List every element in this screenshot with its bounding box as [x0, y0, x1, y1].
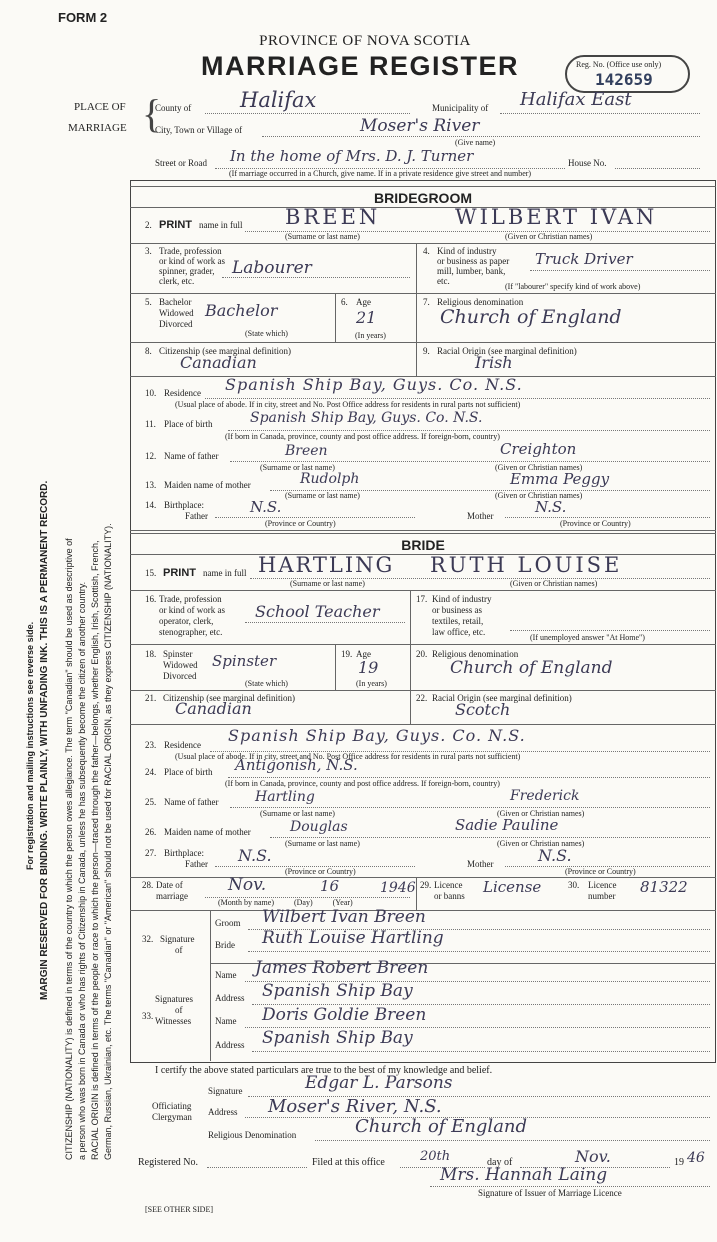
place-label-1: PLACE OF	[74, 101, 126, 113]
witness-1-address: Spanish Ship Bay	[262, 981, 413, 1001]
officiating-clergyman-label: Clergyman	[152, 1112, 192, 1122]
street-value: In the home of Mrs. D. J. Turner	[230, 147, 474, 165]
clergy-religion-label: Religious Denomination	[208, 1130, 297, 1140]
groom-marital-status: Bachelor	[205, 301, 278, 320]
print-label: PRINT	[159, 219, 192, 231]
trade-label: clerk, etc.	[159, 276, 195, 286]
given-note: (Given or Christian names)	[495, 463, 583, 472]
item-number: 17.	[416, 594, 428, 604]
mother-label: Maiden name of mother	[164, 827, 251, 837]
city-value: Moser's River	[360, 116, 480, 136]
birthplace-label: Place of birth	[164, 419, 213, 429]
parents-birthplace-label: Birthplace:	[164, 500, 204, 510]
mother-birthplace-label: Mother	[467, 859, 494, 869]
registered-no-label: Registered No.	[138, 1157, 198, 1168]
trade-label: spinner, grader,	[159, 266, 215, 276]
street-note: (If marriage occurred in a Church, give name. If in a private residence give street and number)	[229, 169, 532, 178]
industry-label: or business as paper	[437, 256, 510, 266]
birthplace-note: (If born in Canada, province, county and post office address. If foreign-born, country)	[225, 779, 500, 788]
item-number: 5.	[145, 297, 152, 307]
margin-binding-notice: MARGIN RESERVED FOR BINDING. WRITE PLAINLY, WITH UNFADING INK. THIS IS A PERMANENT RECORD.	[39, 480, 50, 1000]
item-number: 25.	[145, 797, 157, 807]
birthplace-label: Place of birth	[164, 767, 213, 777]
clergy-address: Moser's River, N.S.	[268, 1096, 442, 1117]
bride-racial-origin: Scotch	[455, 700, 511, 719]
house-no-label: House No.	[568, 158, 607, 168]
residence-note: (Usual place of abode. If in city, street and No. Post Office address for residents in rural parts not sufficient)	[175, 400, 521, 409]
industry-note: (If unemployed answer "At Home")	[530, 633, 645, 642]
marital-status-label: Widowed	[159, 308, 194, 318]
item-number: 27.	[145, 848, 157, 858]
street-label: Street or Road	[155, 158, 207, 168]
item-number: 32.	[142, 934, 154, 944]
bride-age: 19	[358, 658, 379, 677]
witnesses-label: of	[175, 1005, 183, 1015]
racial-origin-label: Racial Origin (see marginal definition)	[432, 693, 572, 703]
item-number: 18.	[145, 649, 157, 659]
groom-residence: Spanish Ship Bay, Guys. Co. N.S.	[225, 375, 523, 394]
age-label: Age	[356, 649, 371, 659]
bride-father-given: Frederick	[510, 788, 580, 804]
province-note: (Province or Country)	[565, 867, 636, 876]
given-note: (Given or Christian names)	[497, 809, 585, 818]
filed-at-office-label: Filed at this office	[312, 1157, 385, 1168]
groom-father-given: Creighton	[500, 440, 577, 458]
municipality-value: Halifax East	[520, 89, 632, 110]
bride-citizenship: Canadian	[175, 699, 252, 718]
item-number: 24.	[145, 767, 157, 777]
clergy-address-label: Address	[208, 1107, 238, 1117]
place-brace: {	[142, 91, 162, 136]
witness-1-name: James Robert Breen	[255, 958, 429, 978]
item-number: 19.	[341, 649, 353, 659]
witness-name-label: Name	[215, 970, 237, 980]
day-of-label: day of	[487, 1157, 513, 1168]
marital-status-label: Bachelor	[159, 297, 192, 307]
item-number: 16.	[145, 594, 157, 604]
officiating-clergyman-label: Officiating	[152, 1101, 192, 1111]
page-title: MARRIAGE REGISTER	[200, 51, 520, 81]
surname-note: (Surname or last name)	[285, 232, 360, 241]
item-number: 11.	[145, 419, 156, 429]
in-years-note: (In years)	[356, 679, 387, 688]
given-note: (Given or Christian names)	[495, 491, 583, 500]
reg-no-value: 142659	[595, 70, 653, 89]
citizenship-label: Citizenship (see marginal definition)	[163, 693, 296, 703]
county-value: Halifax	[240, 88, 317, 112]
industry-label: Kind of industry	[437, 246, 497, 256]
religion-label: Religious denomination	[437, 297, 524, 307]
racial-origin-label: Racial Origin (see marginal definition)	[437, 346, 577, 356]
margin-definition-2: a person who was born in Canada or who has rights of Citizenship in Canada, unless he has subsequently become the citizen of another country.	[77, 581, 87, 1160]
item-number: 7.	[423, 297, 430, 307]
signature-of-label: Signature	[160, 934, 195, 944]
bride-residence: Spanish Ship Bay, Guys. Co. N.S.	[228, 726, 526, 745]
item-number: 6.	[341, 297, 348, 307]
state-which-note: (State which)	[245, 329, 288, 338]
marriage-month: Nov.	[228, 875, 267, 895]
trade-label: stenographer, etc.	[159, 627, 223, 637]
item-number: 20.	[416, 649, 428, 659]
bride-trade: School Teacher	[255, 602, 380, 621]
surname-note: (Surname or last name)	[260, 463, 335, 472]
birthplace-note: (If born in Canada, province, county and post office address. If foreign-born, country)	[225, 432, 500, 441]
city-note: (Give name)	[455, 138, 496, 147]
industry-note: (If "labourer" specify kind of work above)	[505, 282, 641, 291]
margin-definition-3: RACIAL ORIGIN is defined in terms of the people or race to which the person—traced through the father—belongs, whether English, Irish, Scottish, French,	[90, 540, 100, 1160]
clergy-religion: Church of England	[355, 1116, 528, 1137]
bride-mother-given: Sadie Pauline	[455, 816, 559, 834]
witness-name-label: Name	[215, 1016, 237, 1026]
city-label: City, Town or Village of	[155, 125, 243, 135]
item-number: 33.	[142, 1011, 154, 1021]
item-number: 4.	[423, 246, 430, 256]
groom-racial-origin: Irish	[475, 353, 513, 372]
witness-2-name: Doris Goldie Breen	[262, 1005, 427, 1025]
trade-label: or kind of work as	[159, 605, 225, 615]
licence-number-value: 81322	[640, 878, 688, 896]
reg-no-label: Reg. No. (Office use only)	[576, 60, 662, 69]
groom-citizenship: Canadian	[180, 353, 257, 372]
trade-label: or kind of work as	[159, 256, 225, 266]
father-label: Name of father	[164, 451, 219, 461]
groom-mother-given: Emma Peggy	[510, 470, 610, 488]
municipality-label: Municipality of	[432, 103, 489, 113]
item-number: 12.	[145, 451, 157, 461]
print-label: PRINT	[163, 567, 196, 579]
licence-number-label: Licence	[588, 880, 617, 890]
bride-birthplace: Antigonish, N.S.	[235, 756, 358, 774]
signature-of-label: of	[175, 945, 183, 955]
surname-note: (Surname or last name)	[285, 839, 360, 848]
groom-mother-surname: Rudolph	[300, 471, 360, 487]
in-years-note: (In years)	[355, 331, 386, 340]
father-label: Name of father	[164, 797, 219, 807]
licence-or-banns-label: or banns	[434, 891, 465, 901]
bride-religion: Church of England	[450, 658, 613, 678]
item-number: 2.	[145, 220, 152, 230]
marriage-date-note: (Month by name) (Day) (Year)	[218, 898, 353, 907]
item-number: 3.	[145, 246, 152, 256]
groom-religion: Church of England	[440, 306, 622, 328]
witness-address-label: Address	[215, 1040, 245, 1050]
groom-trade: Labourer	[232, 258, 312, 278]
item-number: 26.	[145, 827, 157, 837]
clergy-signature-label: Signature	[208, 1086, 243, 1096]
given-note: (Given or Christian names)	[510, 579, 598, 588]
bride-heading: BRIDE	[401, 537, 445, 553]
marriage-year: 1946	[380, 880, 416, 896]
witness-address-label: Address	[215, 993, 245, 1003]
item-number: 15.	[145, 568, 157, 578]
province-heading: PROVINCE OF NOVA SCOTIA	[259, 33, 471, 49]
witnesses-label: Witnesses	[155, 1016, 192, 1026]
industry-label: Kind of industry	[432, 594, 492, 604]
groom-signature-label: Groom	[215, 918, 241, 928]
item-number: 21.	[145, 693, 157, 703]
trade-label: Trade, profession	[159, 594, 222, 604]
item-number: 30.	[568, 880, 580, 890]
issuer-signature: Mrs. Hannah Laing	[440, 1165, 608, 1185]
province-note: (Province or Country)	[285, 867, 356, 876]
industry-label: law office, etc.	[432, 627, 486, 637]
bride-mother-surname: Douglas	[290, 819, 348, 835]
groom-father-surname: Breen	[285, 443, 328, 459]
groom-surname: BREEN	[285, 205, 381, 229]
certify-statement: I certify the above stated particulars are true to the best of my knowledge and belief.	[155, 1065, 493, 1076]
residence-label: Residence	[164, 740, 201, 750]
citizenship-label: Citizenship (see marginal definition)	[159, 346, 292, 356]
form-number: FORM 2	[58, 10, 108, 25]
state-which-note: (State which)	[245, 679, 288, 688]
groom-given-names: WILBERT IVAN	[455, 205, 658, 229]
item-number: 9.	[423, 346, 430, 356]
groom-father-birthplace: N.S.	[250, 498, 282, 516]
item-number: 22.	[416, 693, 428, 703]
industry-label: mill, lumber, bank,	[437, 266, 506, 276]
province-note: (Province or Country)	[560, 519, 631, 528]
filed-day: 20th	[420, 1149, 451, 1164]
surname-note: (Surname or last name)	[260, 809, 335, 818]
given-note: (Given or Christian names)	[505, 232, 593, 241]
licence-number-label: number	[588, 891, 616, 901]
item-number: 13.	[145, 480, 157, 490]
groom-signature: Wilbert Ivan Breen	[262, 907, 426, 927]
filed-month: Nov.	[575, 1147, 611, 1166]
marriage-day: 16	[320, 877, 340, 895]
witnesses-label: Signatures	[155, 994, 193, 1004]
item-number: 28.	[142, 880, 154, 890]
mother-label: Maiden name of mother	[164, 480, 251, 490]
see-other-side: [SEE OTHER SIDE]	[145, 1205, 213, 1214]
marital-status-label: Divorced	[163, 671, 197, 681]
bride-signature: Ruth Louise Hartling	[262, 928, 444, 948]
margin-definition-4: German, Russian, Ukrainian, etc. The terms "Canadian" or "American" should not be used for RACIAL ORIGIN, as they express CITIZENSHIP (NATIONALITY).	[103, 523, 113, 1160]
father-birthplace-label: Father	[185, 511, 208, 521]
place-label-2: MARRIAGE	[68, 122, 127, 134]
margin-definition-1: CITIZENSHIP (NATIONALITY) is defined in terms of the country to which the person owes allegiance. The term "Canadian" should be used as descriptive of	[64, 538, 74, 1160]
witness-2-address: Spanish Ship Bay	[262, 1028, 413, 1048]
bride-father-birthplace: N.S.	[238, 846, 272, 865]
bride-signature-label: Bride	[215, 940, 235, 950]
father-birthplace-label: Father	[185, 859, 208, 869]
item-number: 10.	[145, 388, 157, 398]
mother-birthplace-label: Mother	[467, 511, 494, 521]
surname-note: (Surname or last name)	[285, 491, 360, 500]
bride-surname: HARTLING	[258, 553, 395, 577]
filed-year-prefix: 19	[674, 1157, 684, 1168]
bride-marital-status: Spinster	[212, 652, 277, 670]
name-in-full-label: name in full	[203, 568, 247, 578]
given-note: (Given or Christian names)	[497, 839, 585, 848]
parents-birthplace-label: Birthplace:	[164, 848, 204, 858]
item-number: 29.	[420, 880, 432, 890]
county-label: County of	[155, 103, 192, 113]
marital-status-label: Widowed	[163, 660, 198, 670]
marriage-date-label: marriage	[156, 891, 188, 901]
groom-age: 21	[356, 308, 377, 327]
margin-mailing-instructions: For registration and mailing instructions see reverse side.	[25, 621, 35, 870]
item-number: 14.	[145, 500, 157, 510]
item-number: 23.	[145, 740, 157, 750]
bride-given-names: RUTH LOUISE	[430, 553, 623, 577]
groom-industry: Truck Driver	[535, 250, 633, 268]
licence-or-banns-label: Licence	[434, 880, 463, 890]
province-note: (Province or Country)	[265, 519, 336, 528]
industry-label: or business as	[432, 605, 482, 615]
bridegroom-heading: BRIDEGROOM	[374, 190, 472, 206]
groom-birthplace: Spanish Ship Bay, Guys. Co. N.S.	[250, 410, 483, 426]
marital-status-label: Spinster	[163, 649, 193, 659]
issuer-signature-label: Signature of Issuer of Marriage Licence	[478, 1188, 622, 1198]
item-number: 8.	[145, 346, 152, 356]
industry-label: textiles, retail,	[432, 616, 484, 626]
marriage-date-label: Date of	[156, 880, 183, 890]
bride-father-surname: Hartling	[255, 789, 315, 805]
marital-status-label: Divorced	[159, 319, 193, 329]
residence-note: (Usual place of abode. If in city, street and No. Post Office address for residents in rural parts not sufficient)	[175, 752, 521, 761]
licence-or-banns-value: License	[483, 878, 542, 896]
age-label: Age	[356, 297, 371, 307]
name-in-full-label: name in full	[199, 220, 243, 230]
religion-label: Religious denomination	[432, 649, 519, 659]
filed-year: 46	[687, 1150, 705, 1166]
residence-label: Residence	[164, 388, 201, 398]
industry-label: etc.	[437, 276, 450, 286]
clergy-signature: Edgar L. Parsons	[305, 1073, 453, 1093]
trade-label: operator, clerk,	[159, 616, 214, 626]
trade-label: Trade, profession	[159, 246, 222, 256]
groom-mother-birthplace: N.S.	[535, 498, 567, 516]
bride-mother-birthplace: N.S.	[538, 846, 572, 865]
surname-note: (Surname or last name)	[290, 579, 365, 588]
